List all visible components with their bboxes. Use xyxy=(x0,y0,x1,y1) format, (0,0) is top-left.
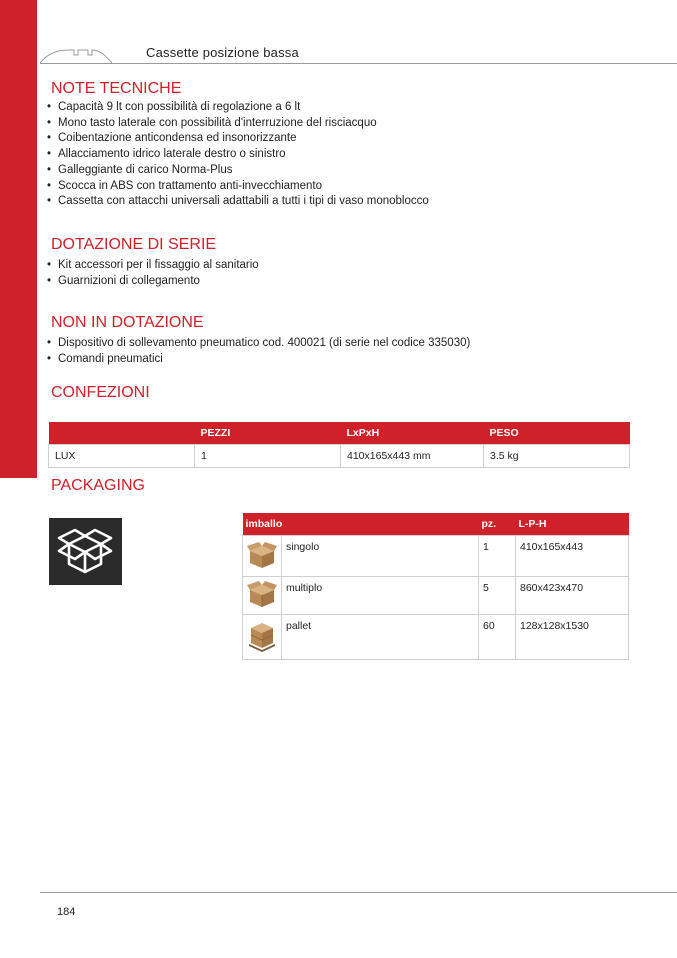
confezioni-table xyxy=(48,422,630,468)
table-header-row xyxy=(49,422,630,445)
table-row xyxy=(49,445,630,468)
table-row xyxy=(243,615,629,660)
column-header: LxPxH xyxy=(341,422,484,445)
package-name: pallet xyxy=(282,615,479,660)
package-dimensions: 128x128x1530 xyxy=(516,615,629,660)
non-dotazione-title: NON IN DOTAZIONE xyxy=(51,314,204,331)
list-item: • Comandi pneumatici xyxy=(47,352,470,368)
list-item: • Kit accessori per il fissaggio al sanitario xyxy=(47,258,259,274)
table-row xyxy=(243,577,629,615)
pallet-icon xyxy=(243,615,282,660)
package-pieces: 5 xyxy=(479,577,516,615)
packaging-title: PACKAGING xyxy=(51,477,145,494)
list-item: • Cassetta con attacchi universali adattabili a tutti i tipi di vaso monoblocco xyxy=(47,194,429,210)
single-box-icon xyxy=(243,536,282,577)
package-pieces: 60 xyxy=(479,615,516,660)
side-accent-bar xyxy=(0,0,37,478)
list-item: • Coibentazione anticondensa ed insonorizzante xyxy=(47,131,429,147)
multiple-box-icon xyxy=(243,577,282,615)
list-item: • Guarnizioni di collegamento xyxy=(47,274,259,290)
table-cell: 3.5 kg xyxy=(484,445,630,468)
table-cell: 410x165x443 mm xyxy=(341,445,484,468)
table-header-row xyxy=(243,513,629,536)
packaging-table xyxy=(242,513,629,660)
page-header xyxy=(40,40,677,68)
header-rule xyxy=(40,63,677,64)
list-item: • Dispositivo di sollevamento pneumatico cod. 400021 (di serie nel codice 335030) xyxy=(47,336,470,352)
page-number: 184 xyxy=(57,906,76,918)
column-header: imballo xyxy=(243,513,479,536)
note-tecniche-list xyxy=(47,100,429,210)
column-header xyxy=(49,422,195,445)
table-row xyxy=(243,536,629,577)
column-header: pz. xyxy=(479,513,516,536)
column-header: PESO xyxy=(484,422,630,445)
column-header: PEZZI xyxy=(195,422,341,445)
list-item: • Capacità 9 lt con possibilità di regolazione a 6 lt xyxy=(47,100,429,116)
dotazione-list xyxy=(47,258,259,289)
page-title: Cassette posizione bassa xyxy=(146,45,299,60)
list-item: • Allacciamento idrico laterale destro o sinistro xyxy=(47,147,429,163)
confezioni-title: CONFEZIONI xyxy=(51,384,150,401)
package-name: multiplo xyxy=(282,577,479,615)
list-item: • Scocca in ABS con trattamento anti-invecchiamento xyxy=(47,179,429,195)
table-cell: LUX xyxy=(49,445,195,468)
package-dimensions: 860x423x470 xyxy=(516,577,629,615)
footer-rule xyxy=(40,892,677,893)
package-name: singolo xyxy=(282,536,479,577)
package-dimensions: 410x165x443 xyxy=(516,536,629,577)
note-tecniche-title: NOTE TECNICHE xyxy=(51,80,182,97)
open-box-icon xyxy=(49,518,122,585)
dotazione-title: DOTAZIONE DI SERIE xyxy=(51,236,217,253)
package-pieces: 1 xyxy=(479,536,516,577)
list-item: • Mono tasto laterale con possibilità d'interruzione del risciacquo xyxy=(47,116,429,132)
table-cell: 1 xyxy=(195,445,341,468)
list-item: • Galleggiante di carico Norma-Plus xyxy=(47,163,429,179)
non-dotazione-list xyxy=(47,336,470,367)
column-header: L-P-H xyxy=(516,513,629,536)
